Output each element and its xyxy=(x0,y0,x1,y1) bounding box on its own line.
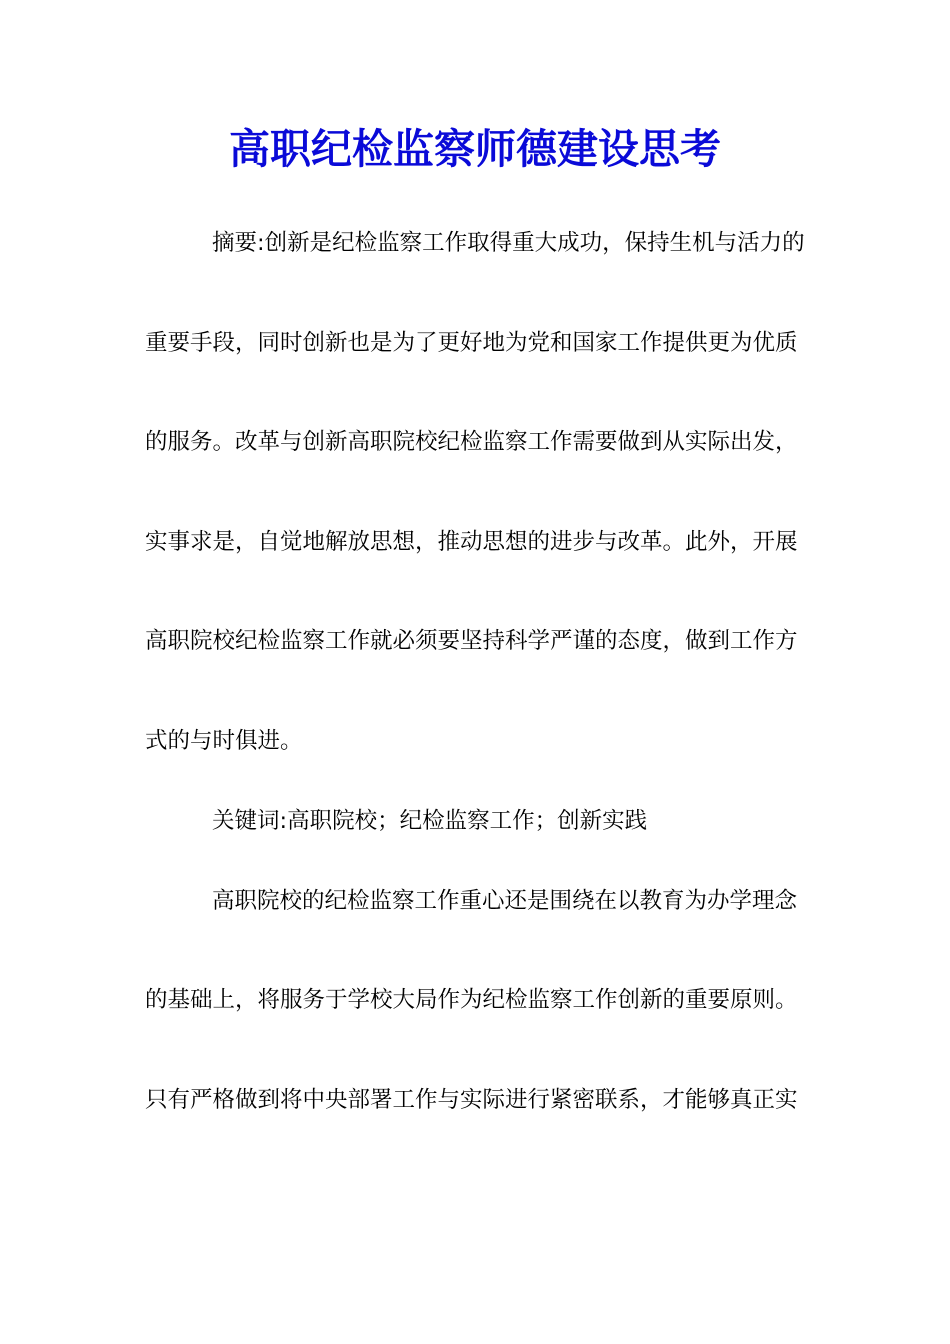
keywords-line: 关键词:高职院校；纪检监察工作；创新实践 xyxy=(212,808,648,834)
abstract-line-1: 摘要:创新是纪检监察工作取得重大成功，保持生机与活力的 xyxy=(212,230,805,256)
body-line-3: 只有严格做到将中央部署工作与实际进行紧密联系，才能够真正实 xyxy=(145,1087,798,1113)
document-title: 高职纪检监察师德建设思考 xyxy=(229,125,721,173)
abstract-line-4: 实事求是，自觉地解放思想，推动思想的进步与改革。此外，开展 xyxy=(145,529,798,555)
body-line-2: 的基础上，将服务于学校大局作为纪检监察工作创新的重要原则。 xyxy=(145,987,798,1013)
abstract-line-2: 重要手段，同时创新也是为了更好地为党和国家工作提供更为优质 xyxy=(145,330,798,356)
body-line-1: 高职院校的纪检监察工作重心还是围绕在以教育为办学理念 xyxy=(212,888,798,914)
abstract-line-5: 高职院校纪检监察工作就必须要坚持科学严谨的态度，做到工作方 xyxy=(145,628,798,654)
abstract-line-3: 的服务。改革与创新高职院校纪检监察工作需要做到从实际出发， xyxy=(145,429,798,455)
abstract-line-6: 式的与时俱进。 xyxy=(145,728,303,754)
